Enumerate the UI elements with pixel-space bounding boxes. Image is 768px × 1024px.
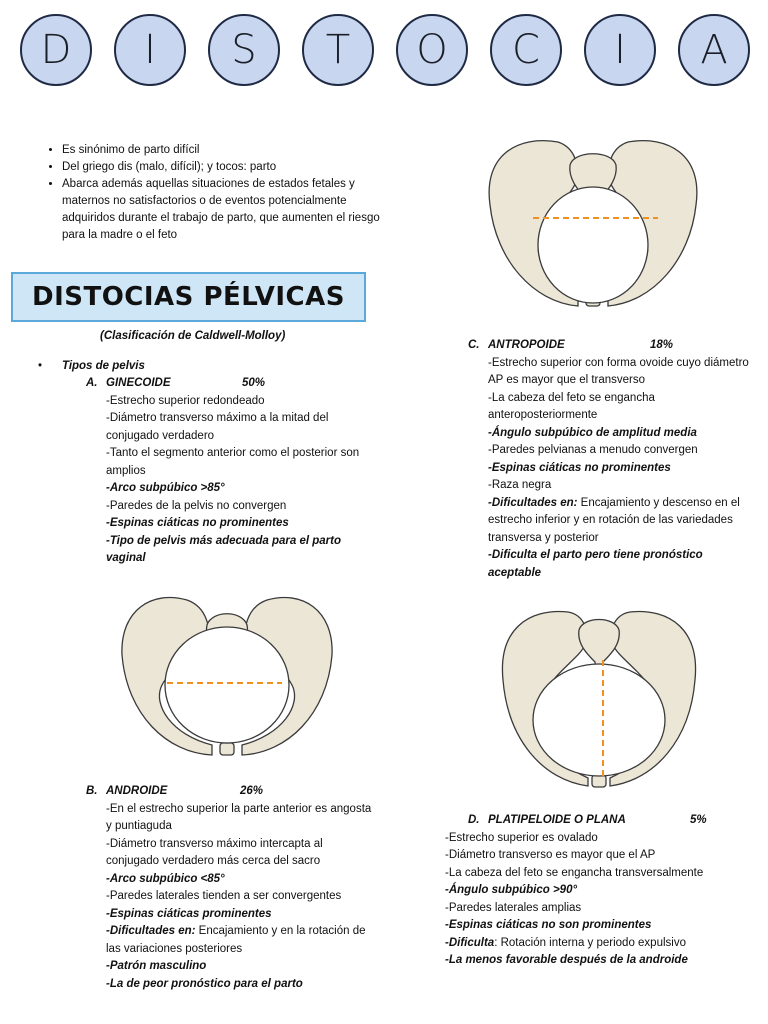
ginecoide-line: conjugado verdadero <box>106 429 215 442</box>
platipeloide-name: PLATIPELOIDE O PLANA <box>488 814 626 826</box>
antropoide-line: anteroposteriormente <box>488 409 598 421</box>
platipeloide-line: -Diámetro transverso es mayor que el AP <box>445 849 656 861</box>
ginecoide-line: -Tanto el segmento anterior como el posterior son <box>106 447 360 459</box>
androide-letter: B. <box>86 785 98 797</box>
ginecoide-name: GINECOIDE <box>106 377 171 389</box>
intro-bullet: • Del griego dis (malo, difícil); y tocos: parto <box>62 159 382 176</box>
platipeloide-line: -Dificulta <box>445 936 495 949</box>
androide-line: y puntiaguda <box>106 820 172 832</box>
antropoide-line: aceptable <box>488 566 542 579</box>
androide-section <box>86 783 381 993</box>
ginecoide-letter: A. <box>86 377 98 389</box>
ginecoide-line: vaginal <box>106 552 146 564</box>
androide-line: -Diámetro transverso máximo intercapta al <box>106 837 323 850</box>
androide-line: -Patrón masculino <box>106 960 207 972</box>
title-letter-circle: O <box>396 14 468 86</box>
title-letter-circle: A <box>678 14 750 86</box>
antropoide-line: -Espinas ciáticas no prominentes <box>488 461 671 474</box>
antropoide-section <box>468 337 763 582</box>
platipeloide-letter: D. <box>468 814 480 826</box>
antropoide-name: ANTROPOIDE <box>488 339 565 351</box>
ginecoide-lines <box>86 393 376 568</box>
ginecoide-section <box>86 375 376 568</box>
platipeloide-line: -Ángulo subpúbico >90° <box>445 884 578 896</box>
title-letter-circle: I <box>114 14 186 86</box>
intro-bullet: • Es sinónimo de parto difícil <box>62 142 382 159</box>
title-letter-circle: D <box>20 14 92 86</box>
tipos-label: Tipos de pelvis <box>62 360 145 372</box>
androide-heading <box>86 783 381 801</box>
antropoide-pelvis-illustration <box>478 130 708 310</box>
platipeloide-heading <box>445 812 760 830</box>
androide-pct: 26% <box>240 785 264 797</box>
antropoide-heading <box>468 337 763 355</box>
antropoide-letter: C. <box>468 339 480 351</box>
ginecoide-pct: 50% <box>242 377 266 389</box>
androide-line: -En el estrecho superior la parte anterior es angosta <box>106 802 372 815</box>
platipeloide-line: -Paredes laterales amplias <box>445 901 582 914</box>
ginecoide-line: -Arco subpúbico >85° <box>106 482 225 494</box>
antropoide-line: estrecho inferior y en rotación de las variedades <box>488 514 733 526</box>
androide-line: las variaciones posteriores <box>106 942 243 955</box>
androide-line: -Dificultades en: <box>106 925 196 937</box>
antropoide-line: -Paredes pelvianas a menudo convergen <box>488 444 698 456</box>
androide-line: conjugado verdadero más cerca del sacro <box>106 855 321 867</box>
ginecoide-line: amplios <box>106 464 146 477</box>
platipeloide-line: -Espinas ciáticas no son prominentes <box>445 919 652 931</box>
antropoide-pct: 18% <box>650 339 674 351</box>
ginecoide-line: -Tipo de pelvis más adecuada para el parto <box>106 534 341 547</box>
antropoide-line: -Dificultades en: <box>488 496 578 509</box>
title-letter-circle: C <box>490 14 562 86</box>
classification-subtitle: (Clasificación de Caldwell-Molloy) <box>100 330 286 342</box>
ginecoide-line: -Diámetro transverso máximo a la mitad del <box>106 412 329 424</box>
platipeloide-line: -La menos favorable después de la androide <box>445 954 688 966</box>
antropoide-line: Encajamiento y descenso en el <box>577 496 740 509</box>
antropoide-line: -La cabeza del feto se engancha <box>488 391 655 404</box>
androide-name: ANDROIDE <box>106 785 168 797</box>
antropoide-line: -Ángulo subpúbico de amplitud media <box>488 426 697 439</box>
platipeloide-pelvis-illustration <box>493 600 705 790</box>
platipeloide-line: -La cabeza del feto se engancha transversalmente <box>445 866 704 879</box>
title-letter-circle: T <box>302 14 374 86</box>
antropoide-line: -Dificulta el parto pero tiene pronóstico <box>488 549 703 561</box>
intro-bullet: • Abarca además aquellas situaciones de estados fetales y maternos no satisfactorios o de eventos potencialmente adquiridos durante el trabajo de parto, que aumenten el riesgo para la madre o el feto <box>62 176 382 244</box>
banner-title: DISTOCIAS PÉLVICAS <box>31 282 345 312</box>
intro-bullet-list <box>38 142 382 244</box>
antropoide-line: AP es mayor que el transverso <box>488 374 646 386</box>
antropoide-line: -Raza negra <box>488 479 552 491</box>
ginecoide-line: -Paredes de la pelvis no convergen <box>106 499 287 512</box>
ginecoide-line: -Espinas ciáticas no prominentes <box>106 517 289 529</box>
platipeloide-section <box>445 812 760 970</box>
antropoide-line: transversa y posterior <box>488 531 599 544</box>
androide-line: -Espinas ciáticas prominentes <box>106 907 272 920</box>
platipeloide-pct: 5% <box>690 814 707 826</box>
ginecoide-heading <box>86 375 376 393</box>
antropoide-lines <box>468 355 763 583</box>
androide-line: -Arco subpúbico <85° <box>106 872 225 885</box>
title-letter-circle: S <box>208 14 280 86</box>
section-banner <box>11 272 366 322</box>
ginecoide-line: -Estrecho superior redondeado <box>106 394 265 407</box>
ginecoide-pelvis-illustration <box>112 585 342 760</box>
platipeloide-line: -Estrecho superior es ovalado <box>445 831 598 844</box>
title-row <box>20 14 756 86</box>
antropoide-line: -Estrecho superior con forma ovoide cuyo diámetro <box>488 356 749 369</box>
androide-line: Encajamiento y en la rotación de <box>195 925 366 937</box>
androide-lines <box>86 801 381 994</box>
title-letter-circle: I <box>584 14 656 86</box>
androide-line: -Paredes laterales tienden a ser convergentes <box>106 890 342 902</box>
androide-line: -La de peor pronóstico para el parto <box>106 977 303 990</box>
platipeloide-line: : Rotación interna y periodo expulsivo <box>494 936 686 949</box>
